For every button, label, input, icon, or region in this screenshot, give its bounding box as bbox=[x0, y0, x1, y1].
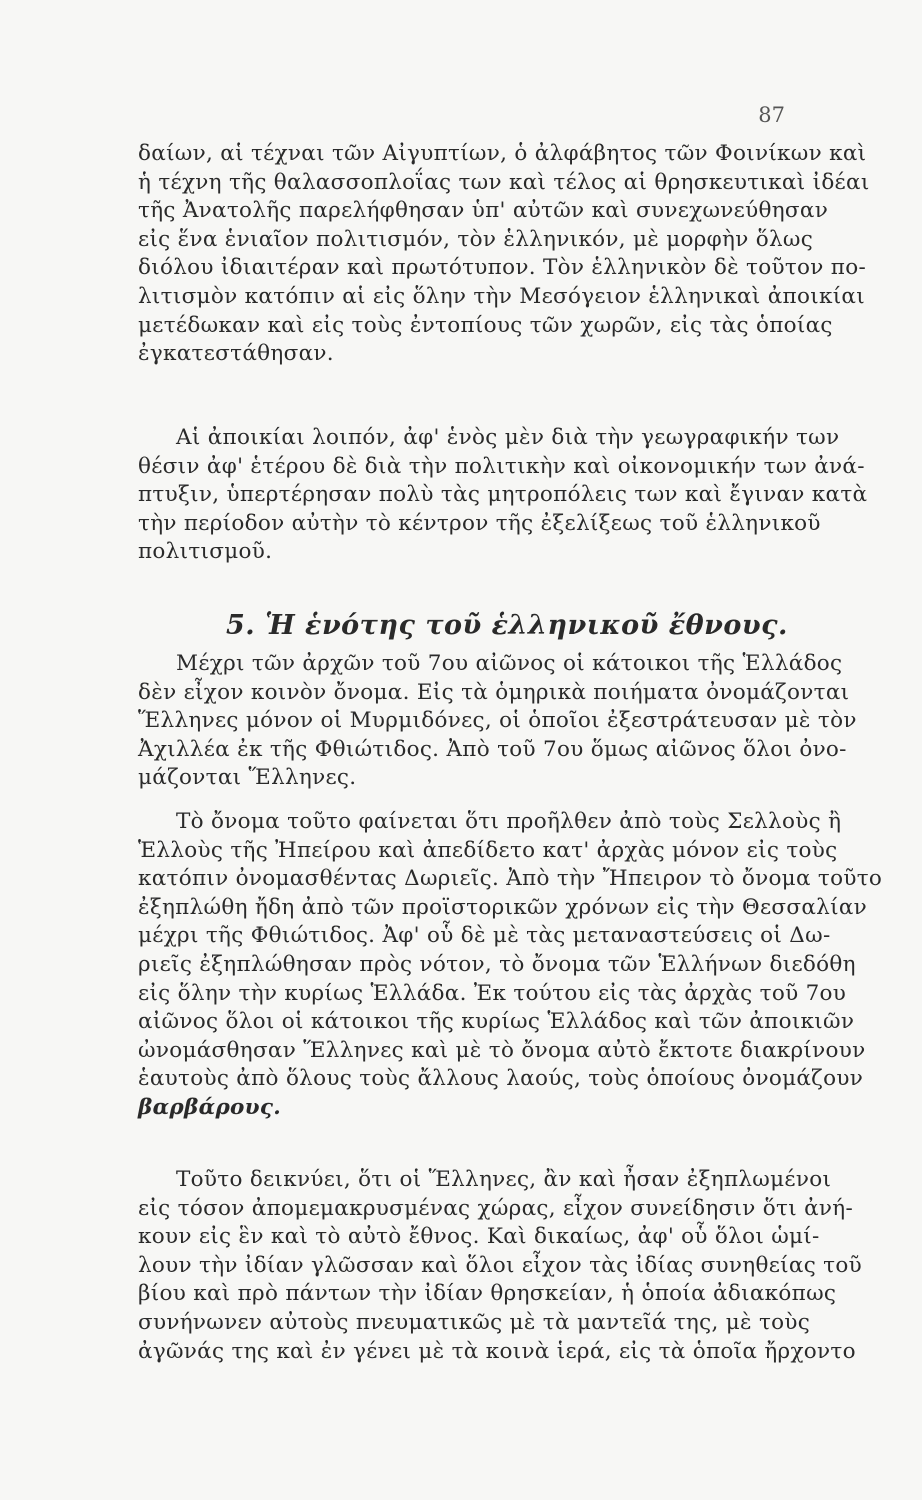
text-line: λιτισμὸν κατόπιν αἱ εἰς ὅλην τὴν Μεσόγειον ἑλληνικαὶ ἀποικίαι bbox=[138, 283, 865, 309]
text-line: κουν εἰς ἓν καὶ τὸ αὐτὸ ἔθνος. Καὶ δικαίως, ἀφ' οὗ ὅλοι ὡμί- bbox=[138, 1224, 820, 1250]
text-line: εἰς ἕνα ἑνιαῖον πολιτισμόν, τὸν ἑλληνικόν, μὲ μορφὴν ὅλως bbox=[138, 226, 814, 252]
text-line: ἀγῶνάς της καὶ ἐν γένει μὲ τὰ κοινὰ ἱερά, εἰς τὰ ὁποῖα ἤρχοντο bbox=[138, 1338, 856, 1364]
text-line: εἰς τόσον ἀπομεμακρυσμένας χώρας, εἶχον συνείδησιν ὅτι ἀνή- bbox=[138, 1195, 854, 1221]
text-line: ἡ τέχνη τῆς θαλασσοπλοΐας των καὶ τέλος αἱ θρησκευτικαὶ ἰδέαι bbox=[138, 169, 870, 195]
text-line: κατόπιν ὀνομασθέντας Δωριεῖς. Ἀπὸ τὴν Ἤπειρον τὸ ὄνομα τοῦτο bbox=[138, 866, 883, 892]
paragraph-5 bbox=[138, 1166, 862, 1366]
section-heading: 5. Ἡ ἑνότης τοῦ ἑλληνικοῦ ἔθνους. bbox=[226, 610, 788, 641]
text-line: λουν τὴν ἰδίαν γλῶσσαν καὶ ὅλοι εἶχον τὰς ἰδίας συνηθείας τοῦ bbox=[138, 1252, 862, 1278]
text-line: Ἕλληνες μόνον οἱ Μυρμιδόνες, οἱ ὁποῖοι ἐξεστράτευσαν μὲ τὸν bbox=[138, 708, 857, 734]
text-line: τὴν περίοδον αὐτὴν τὸ κέντρον τῆς ἐξελίξεως τοῦ ἑλληνικοῦ bbox=[138, 510, 821, 536]
text-line: βίου καὶ πρὸ πάντων τὴν ἰδίαν θρησκείαν, ἡ ὁποία ἀδιακόπως bbox=[138, 1281, 837, 1307]
text-line: ριεῖς ἐξηπλώθησαν πρὸς νότον, τὸ ὄνομα τῶν Ἑλλήνων διεδόθη bbox=[138, 951, 856, 977]
page-number: 87 bbox=[758, 103, 785, 127]
text-line: εἰς ὅλην τὴν κυρίως Ἑλλάδα. Ἐκ τούτου εἰς τὰς ἀρχὰς τοῦ 7ου bbox=[138, 980, 847, 1006]
text-line: πολιτισμοῦ. bbox=[138, 539, 273, 565]
paragraph-3 bbox=[138, 650, 857, 793]
text-line: μέχρι τῆς Φθιώτιδος. Ἀφ' οὗ δὲ μὲ τὰς μεταναστεύσεις οἱ Δω- bbox=[138, 923, 831, 949]
text-line: Μέχρι τῶν ἀρχῶν τοῦ 7ου αἰῶνος οἱ κάτοικοι τῆς Ἑλλάδος bbox=[176, 651, 843, 676]
text-line: Τὸ ὄνομα τοῦτο φαίνεται ὅτι προῆλθεν ἀπὸ τοὺς Σελλοὺς ἢ bbox=[176, 809, 842, 834]
text-line: μάζονται Ἕλληνες. bbox=[138, 765, 357, 791]
text-line: πτυξιν, ὑπερτέρησαν πολὺ τὰς μητροπόλεις των καὶ ἔγιναν κατὰ bbox=[138, 482, 868, 508]
paragraph-2 bbox=[138, 424, 868, 567]
text-line: θέσιν ἀφ' ἑτέρου δὲ διὰ τὴν πολιτικὴν καὶ οἰκονομικήν των ἀνά- bbox=[138, 453, 865, 479]
text-line: ἐγκατεστάθησαν. bbox=[138, 341, 334, 367]
text-line: Τοῦτο δεικνύει, ὅτι οἱ Ἕλληνες, ἂν καὶ ἦσαν ἐξηπλωμένοι bbox=[176, 1167, 832, 1192]
text-line: Αἱ ἀποικίαι λοιπόν, ἀφ' ἑνὸς μὲν διὰ τὴν γεωγραφικήν των bbox=[176, 425, 840, 450]
text-line: ἑαυτοὺς ἀπὸ ὅλους τοὺς ἄλλους λαούς, τοὺς ὁποίους ὀνομάζουν bbox=[138, 1066, 864, 1092]
text-line: τῆς Ἀνατολῆς παρελήφθησαν ὑπ' αὐτῶν καὶ συνεχωνεύθησαν bbox=[138, 198, 829, 224]
text-line: Ἑλλοὺς τῆς Ἠπείρου καὶ ἀπεδίδετο κατ' ἀρχὰς μόνον εἰς τοὺς bbox=[138, 837, 838, 863]
text-line: Ἀχιλλέα ἐκ τῆς Φθιώτιδος. Ἀπὸ τοῦ 7ου ὅμως αἰῶνος ὅλοι ὀνο- bbox=[138, 736, 847, 762]
text-line: διόλου ἰδιαιτέραν καὶ πρωτότυπον. Τὸν ἑλληνικὸν δὲ τοῦτον πο- bbox=[138, 255, 867, 281]
text-line: ἐξηπλώθη ἤδη ἀπὸ τῶν προϊστορικῶν χρόνων εἰς τὴν Θεσσαλίαν bbox=[138, 894, 868, 920]
text-line: συνήνωνεν αὐτοὺς πνευματικῶς μὲ τὰ μαντεῖά της, μὲ τοὺς bbox=[138, 1309, 811, 1335]
text-line: δὲν εἶχον κοινὸν ὄνομα. Εἰς τὰ ὁμηρικὰ ποιήματα ὀνομάζονται bbox=[138, 679, 850, 705]
emphasized-word: βαρβάρους. bbox=[138, 1094, 282, 1120]
paragraph-4 bbox=[138, 808, 883, 1123]
text-line: μετέδωκαν καὶ εἰς τοὺς ἐντοπίους τῶν χωρῶν, εἰς τὰς ὁποίας bbox=[138, 312, 833, 338]
text-line: ὠνομάσθησαν Ἕλληνες καὶ μὲ τὸ ὄνομα αὐτὸ ἔκτοτε διακρίνουν bbox=[138, 1037, 866, 1063]
paragraph-1 bbox=[138, 140, 870, 369]
text-line: δαίων, αἱ τέχναι τῶν Αἰγυπτίων, ὁ ἀλφάβητος τῶν Φοινίκων καὶ bbox=[138, 141, 867, 166]
text-line: αἰῶνος ὅλοι οἱ κάτοικοι τῆς κυρίως Ἑλλάδος καὶ τῶν ἀποικιῶν bbox=[138, 1009, 855, 1035]
